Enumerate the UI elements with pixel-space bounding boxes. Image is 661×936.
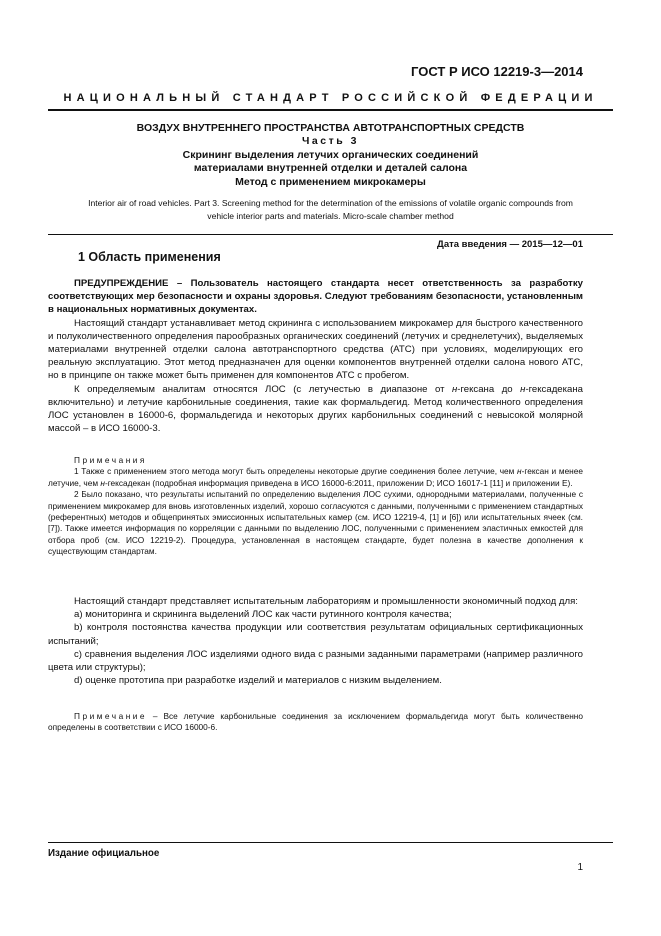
list-item: b) контроля постоянства качества продукции или соответствия результатам официальных сертификационных испытаний; <box>48 622 583 647</box>
footer-divider <box>48 842 613 843</box>
section-body <box>48 277 583 435</box>
subtitle-line-2: материалами внутренней отделки и деталей салона <box>193 162 468 175</box>
final-note-text: – Все летучие карбонильные соединения за исключением формальдегида могут быть количественно определены в соответствии с ИСО 16000-6. <box>48 711 583 733</box>
list-item: d) оценке прототипа при разработке изделий и материалов с низким выделением. <box>74 675 442 687</box>
official-edition-label: Издание официальное <box>48 848 160 859</box>
final-note-label: Примечание <box>74 711 148 721</box>
note1-part-c: -гексадекан (подробная информация приведена в ИСО 16000-6:2011, приложении D; ИСО 16017-1 [11] и приложении Е). <box>104 477 573 488</box>
section-heading: 1 Область применения <box>78 250 221 264</box>
list-item: c) сравнения выделения ЛОС изделиями одного вида с разными заданными параметрами (например различного цвета или структуры); <box>48 648 583 674</box>
warning-paragraph <box>48 277 583 317</box>
scope-paragraph-1: Настоящий стандарт устанавливает метод скрининга с использованием микрокамер для быстрого качественного и полуколичественного определения парообразных органических соединений (летучих и среднелетучих), выделяемых материалами внутренней отделки салона автотранспортного средства (АТС) при условиях, моделирующих его реальную эксплуатацию. Этот метод предназначен для оценки компонентов внутренней отделки салона нового АТС, но в принципе он также может быть применен для компонентов АТС с пробегом. <box>48 317 583 382</box>
usage-block <box>48 595 583 687</box>
note-1 <box>48 466 583 489</box>
header-divider <box>48 109 613 111</box>
document-code: ГОСТ Р ИСО 12219-3—2014 <box>411 64 583 79</box>
page-number: 1 <box>577 862 583 873</box>
note-2: 2 Было показано, что результаты испытаний по определению выделения ЛОС сухими, однородными материалами, полученные с применением микрокамер для вновь изготовленных изделий, хорошо согласуются с данными, полученными с применением стандартных (референтных) методов и общепринятых эмиссионных испытательных камер (см. ИСО 12219-4, [1] и [6]) или испытательных ячеек (см. [7]). Также имеется информация по корреляции с данными по выделению ЛОС, полученными с применением эластичных емкостей для отбора проб (см. ИСО 12219-2). Процедура, установленная в настоящем стандарте, будет полезна в качестве дополнения к существующим стандартам. <box>48 489 583 557</box>
introduction-date: Дата введения — 2015—12—01 <box>437 239 583 250</box>
scope-paragraph-2 <box>48 383 583 436</box>
english-title <box>48 197 613 222</box>
note1-part-a: 1 Также с применением этого метода могут быть определены некоторые другие соединения более летучие, чем <box>74 466 518 477</box>
subtitle-line-1: Скрининг выделения летучих органических соединений <box>182 148 479 161</box>
p2-part-a: К определяемым аналитам относятся ЛОС (с летучестью в диапазоне от <box>74 383 453 395</box>
note1-part-b: -гексан и менее летучие, чем <box>48 466 583 488</box>
english-title-line-1: Interior air of road vehicles. Part 3. Screening method for the determination of the emissions of volatile organic compounds from <box>88 198 573 208</box>
p2-italic-1: н <box>452 383 458 395</box>
english-title-line-2: vehicle interior parts and materials. Micro-scale chamber method <box>207 210 454 221</box>
national-standard-banner: НАЦИОНАЛЬНЫЙ СТАНДАРТ РОССИЙСКОЙ ФЕДЕРАЦИИ <box>63 92 598 104</box>
notes-title: Примечания <box>74 455 147 465</box>
list-item: a) мониторинга и скрининга выделений ЛОС как части рутинного контроля качества; <box>74 609 452 621</box>
notes-block <box>48 455 583 558</box>
note1-italic-1: н <box>517 466 522 477</box>
part-label: Часть 3 <box>302 135 359 148</box>
final-note <box>48 711 583 734</box>
warning-text: Пользователь настоящего стандарта несет ответственность за разработку соответствующих мер безопасности и охраны здоровья. Следуют требованиям безопасности, установленным в национальных нормативных документах. <box>48 278 584 316</box>
p2-part-c: -гексадекана включительно) и летучие карбонильные соединения, такие как формальдегид. Метод количественного определения ЛОС установлен в 16000-6, формальдегида и некоторых других карбонильных соединений с невысокой молярной массой – в ИСО 16000-3. <box>48 383 584 435</box>
title-divider <box>48 234 613 235</box>
title-block <box>48 122 613 189</box>
subtitle-line-3: Метод с применением микрокамеры <box>235 175 426 188</box>
p2-italic-2: н <box>520 383 526 395</box>
usage-intro: Настоящий стандарт представляет испытательным лабораториям и промышленности экономичный подход для: <box>74 596 578 607</box>
warning-lead: ПРЕДУПРЕЖДЕНИЕ – <box>74 278 183 289</box>
note1-italic-2: н <box>100 477 105 488</box>
p2-part-b: -гексана до <box>457 383 521 395</box>
final-note-paragraph <box>48 711 583 734</box>
main-title: ВОЗДУХ ВНУТРЕННЕГО ПРОСТРАНСТВА АВТОТРАНСПОРТНЫХ СРЕДСТВ <box>136 122 525 134</box>
